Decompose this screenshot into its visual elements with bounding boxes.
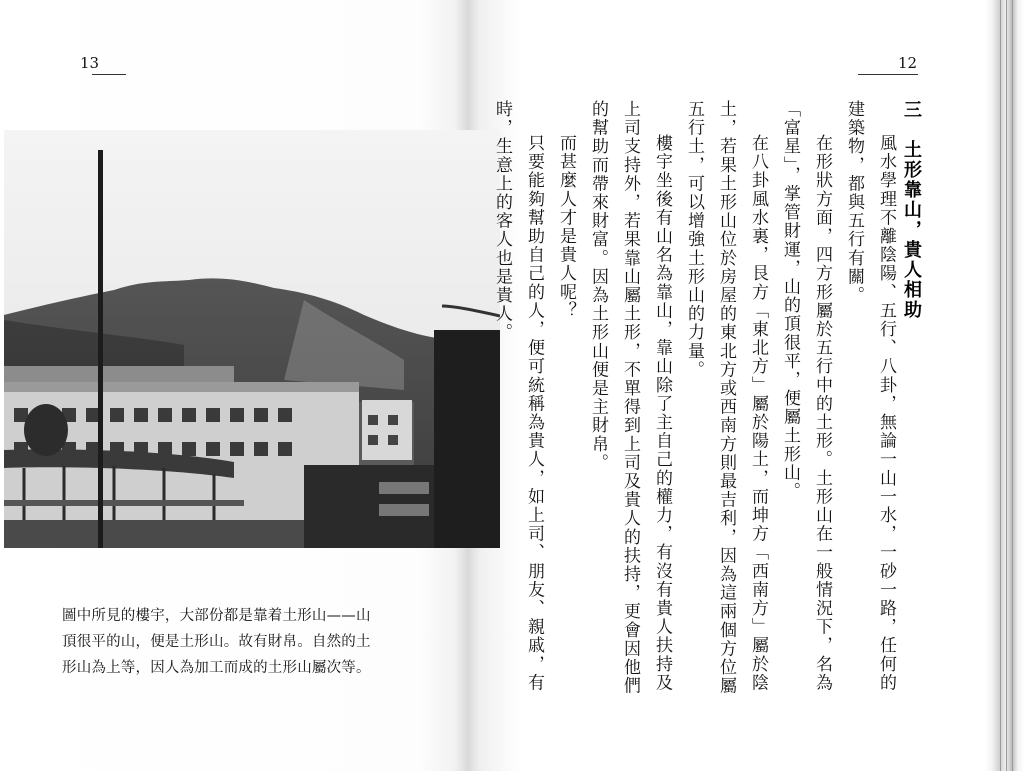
photo-caption (62, 603, 442, 681)
body-text (486, 100, 902, 730)
body-line: 風水學理不離陰陽、五行、八卦，無論一山一水，一砂一路，任何的 (876, 134, 896, 692)
caption-line: 形山為上等，因人為加工而成的土形山屬次等。 (62, 660, 371, 676)
page-edge (1006, 0, 1007, 771)
page-edge (1000, 0, 1001, 771)
body-line: 時，生意上的客人也是貴人。 (492, 100, 512, 342)
body-line: 只要能夠幫助自己的人，便可統稱為貴人，如上司、朋友、親戚，有 (524, 134, 544, 692)
body-line: 五行土，可以增強土形山的力量。 (684, 100, 704, 379)
caption-line: 圖中所見的樓宇，大部份都是靠着土形山——山 (62, 608, 371, 624)
page-edge (1012, 0, 1013, 771)
body-line: 土，若果土形山位於房屋的東北方或西南方則最吉利，因為這兩個方位屬 (716, 100, 736, 696)
body-line: 在八卦風水裏，艮方「東北方」屬於陽土，而坤方「西南方」屬於陰 (748, 134, 768, 692)
body-line: 在形狀方面，四方形屬於五行中的土形。土形山在一般情況下，名為 (812, 134, 832, 692)
body-line: 的幫助而帶來財富。因為土形山便是主財帛。 (588, 100, 608, 472)
right-header-rule (858, 74, 918, 75)
body-line: 而甚麼人才是貴人呢？ (556, 134, 576, 320)
caption-line: 頂很平的山，便是土形山。故有財帛。自然的土 (62, 634, 371, 650)
body-line: 樓宇坐後有山名為靠山，靠山除了主自己的權力，有沒有貴人扶持及 (652, 134, 672, 692)
body-line: 建築物，都與五行有關。 (844, 100, 864, 305)
left-page-number: 13 (80, 54, 100, 72)
building-photo (4, 130, 500, 548)
section-heading: 三 土形靠山，貴人相助 (901, 100, 922, 320)
right-page-number: 12 (898, 54, 918, 72)
body-line: 「富星」，掌管財運，山的頂很平，便屬土形山。 (780, 100, 800, 501)
left-header-rule (92, 74, 126, 75)
body-line: 上司支持外，若果靠山屬土形，不單得到上司及貴人的扶持，更會因他們 (620, 100, 640, 696)
